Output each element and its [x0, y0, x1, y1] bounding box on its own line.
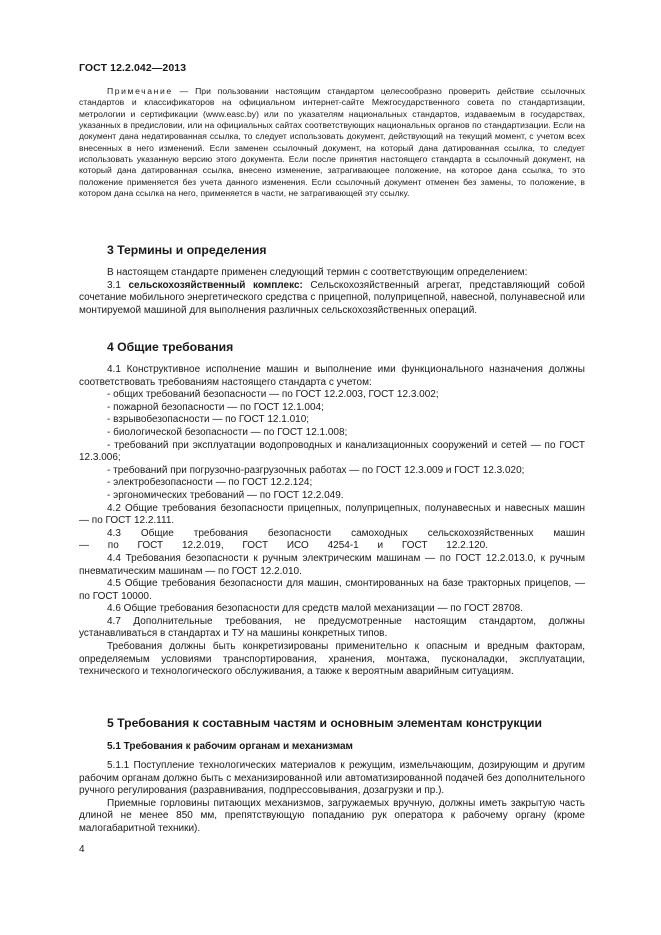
- term-definition-text: Сельскохозяйственный агрегат, представляющий собой сочетание мобильного энергетического средства с прицепной, полуприцепной, навесной, полунавесной или монтируемой машиной для выполнения различных сельскохозяйственных операций.: [79, 279, 585, 316]
- note-text: — При пользовании настоящим стандартом целесообразно проверить действие ссылочных стандартов и классификаторов на официальном интернет-сайте Межгосударственного совета по стандартизации, метрологии и сертификации (www.easc.by) или по указателям национальных стандартов, издаваемым в государствах, указанных в предисловии, или на официальных сайтах соответствующих национальных органов по стандартизации. Если на документ дана недатированная ссылка, то следует использовать документ, действующий на текущий момент, с учетом всех внесенных в него изменений. Если заменен ссылочный документ, на который дана датированная ссылка, то следует использовать указанную версию этого документа. Если после принятия настоящего стандарта в ссылочный документ, на который дана датированная ссылка, внесено изменение, затрагивающее положение, на которое дана ссылка, то это положение применяется без учета данного изменения. Если ссылочный документ отменен без замены, то положение, в котором дана ссылка на него, применяется в части, не затрагивающей эту ссылку.: [79, 86, 585, 199]
- note-paragraph: [79, 86, 585, 199]
- para-5-1-2: Приемные горловины питающих механизмов, загружаемых вручную, должны иметь закрытую часть длиной не менее 850 мм, препятствующую попаданию рук оператора к рабочему органу (кроме малогабаритной техники).: [79, 797, 585, 834]
- term-name: сельскохозяйственный комплекс:: [128, 279, 303, 291]
- list-item: - требований при эксплуатации водопроводных и канализационных сооружений и сетей — по ГОСТ 12.3.006;: [79, 439, 585, 464]
- list-item: - пожарной безопасности — по ГОСТ 12.1.004;: [107, 401, 324, 413]
- para-4-3: 4.3 Общие требования безопасности самоходных сельскохозяйственных машин — по ГОСТ 12.2.019, ГОСТ ИСО 4254-1 и ГОСТ 12.2.120.: [79, 527, 585, 552]
- subsection-5-1-title: 5.1 Требования к рабочим органам и механизмам: [107, 741, 353, 752]
- list-item: - электробезопасности — по ГОСТ 12.2.124;: [107, 477, 313, 489]
- para-4-6: 4.6 Общие требования безопасности для средств малой механизации — по ГОСТ 28708.: [107, 603, 523, 615]
- para-4-1: 4.1 Конструктивное исполнение машин и выполнение ими функционального назначения должны соответствовать требованиям настоящего стандарта с учетом:: [79, 364, 585, 388]
- section-3-body: [79, 267, 585, 317]
- para-4-4: 4.4 Требования безопасности к ручным электрическим машинам — по ГОСТ 12.2.013.0, к ручным пневматическим машинам — по ГОСТ 12.2.010.: [79, 552, 585, 577]
- para-4-2: 4.2 Общие требования безопасности прицепных, полуприцепных, полунавесных и навесных машин — по ГОСТ 12.2.111.: [79, 502, 585, 527]
- para-4-8: Требования должны быть конкретизированы применительно к опасным и вредным факторам, определяемым условиями транспортирования, хранения, монтажа, пусконаладки, эксплуатации, технического и технологического обслуживания, а также к вероятным аварийным ситуациям.: [79, 641, 585, 678]
- section-3-title: 3 Термины и определения: [107, 243, 267, 257]
- list-item: - эргономических требований — по ГОСТ 12.2.049.: [107, 489, 344, 501]
- para-4-5: 4.5 Общие требования безопасности для машин, смонтированных на базе тракторных прицепов, — по ГОСТ 10000.: [79, 578, 585, 602]
- section-3-intro: В настоящем стандарте применен следующий термин с соответствующим определением:: [107, 267, 528, 278]
- list-item: - требований при погрузочно-разгрузочных работах — по ГОСТ 12.3.009 и ГОСТ 12.3.020;: [107, 464, 525, 476]
- term-definition: [79, 280, 585, 318]
- note-label: Примечание: [107, 86, 173, 96]
- section-4-title: 4 Общие требования: [107, 340, 234, 354]
- page-number: 4: [79, 844, 85, 855]
- list-item: - общих требований безопасности — по ГОСТ 12.2.003, ГОСТ 12.3.002;: [107, 389, 439, 401]
- term-number: 3.1: [107, 279, 129, 291]
- list-item: - биологической безопасности — по ГОСТ 12.1.008;: [107, 426, 348, 438]
- section-4-body: [79, 364, 585, 679]
- section-5-title: 5 Требования к составным частям и основным элементам конструкции: [107, 716, 542, 730]
- para-5-1-1: 5.1.1 Поступление технологических материалов к режущим, измельчающим, дозирующим и другим рабочим органам должно быть с механизированной или автоматизированной подачей без дополнительного ручного регулирования (разравнивания, подпрессовывания, дозагрузки и пр.).: [79, 760, 585, 797]
- document-header: ГОСТ 12.2.042—2013: [79, 62, 187, 74]
- list-item: - взрывобезопасности — по ГОСТ 12.1.010;: [107, 414, 310, 426]
- para-4-7: 4.7 Дополнительные требования, не предусмотренные настоящим стандартом, должны устанавливаться в стандартах и ТУ на машины конкретных типов.: [79, 615, 585, 640]
- section-5-body: [79, 760, 585, 836]
